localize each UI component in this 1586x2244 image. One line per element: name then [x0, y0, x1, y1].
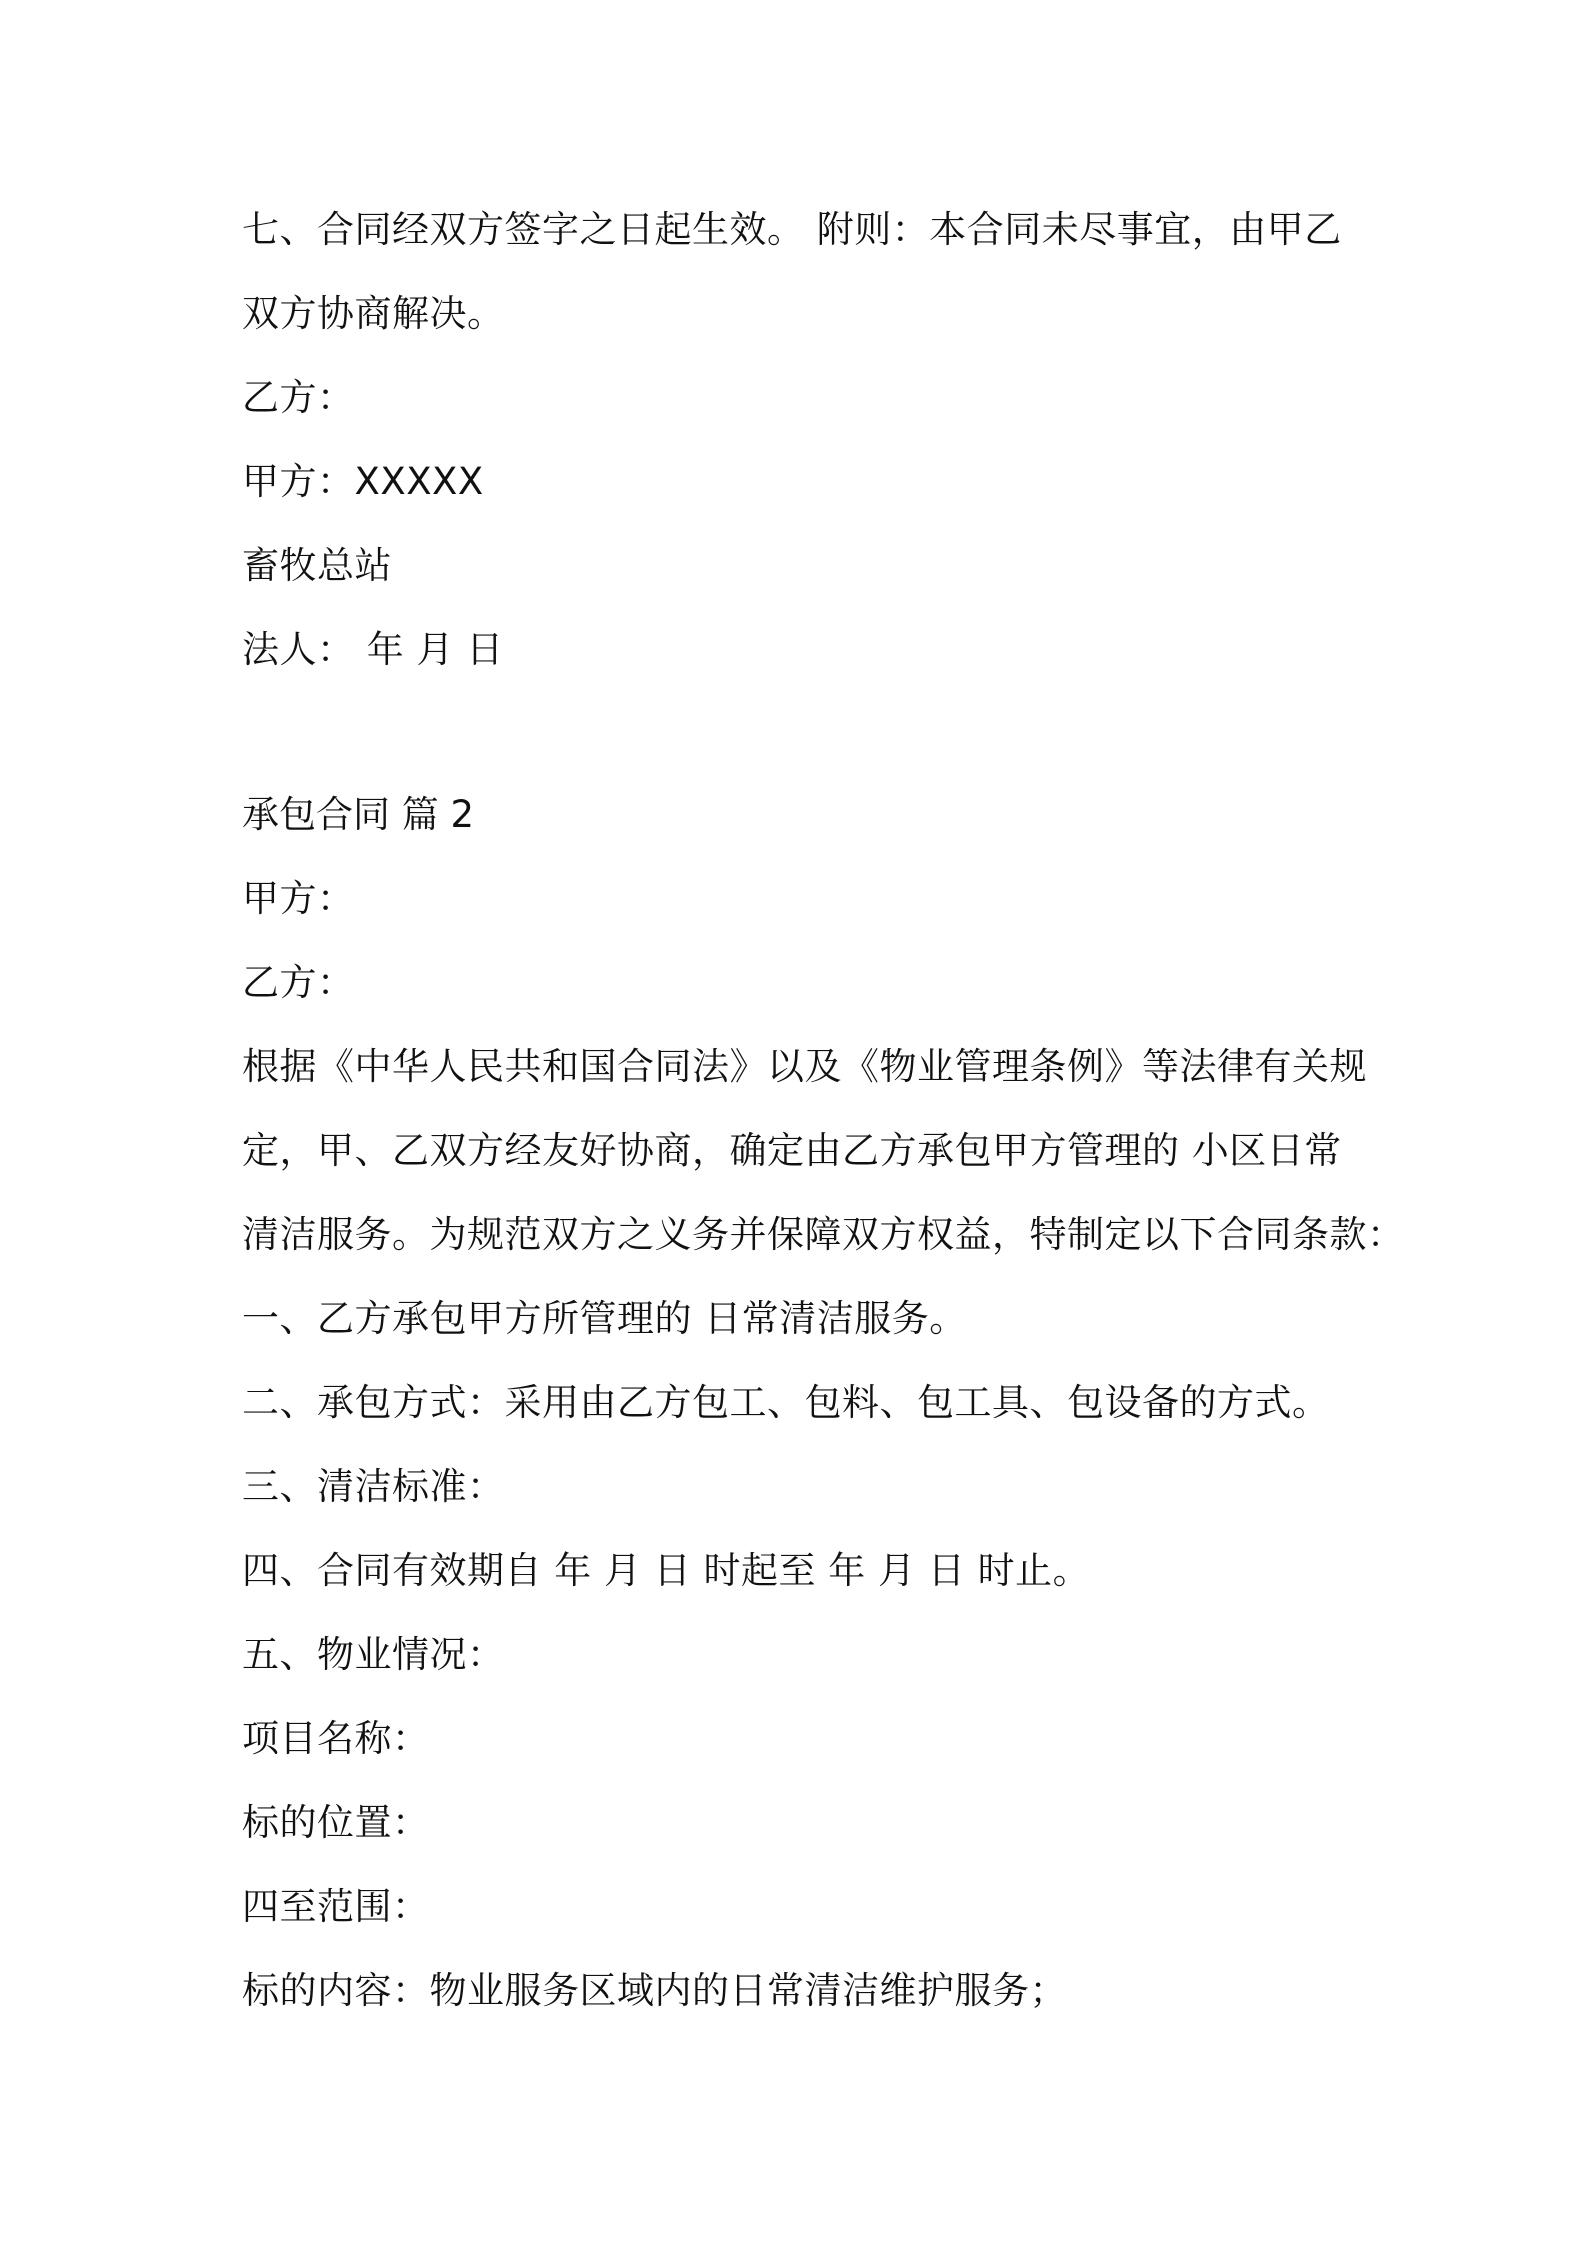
party-b-signature: 乙方： [242, 376, 355, 419]
clause-two: 二、承包方式：采用由乙方包工、包料、包工具、包设备的方式。 [242, 1381, 1330, 1424]
clause-one: 一、乙方承包甲方所管理的 日常清洁服务。 [242, 1297, 967, 1340]
party-a-organization: 畜牧总站 [242, 544, 392, 587]
boundary-range: 四至范围： [242, 1885, 430, 1928]
party-a-signature: 甲方：XXXXX [242, 460, 484, 503]
party-b-line: 乙方： [242, 961, 355, 1004]
preamble-line-3: 清洁服务。为规范双方之义务并保障双方权益，特制定以下合同条款： [242, 1213, 1405, 1256]
party-a-line: 甲方： [242, 877, 355, 920]
clause-five: 五、物业情况： [242, 1633, 505, 1676]
subject-content: 标的内容：物业服务区域内的日常清洁维护服务； [242, 1969, 1067, 2012]
contract-section-2 [242, 773, 1405, 2033]
clause-three: 三、清洁标准： [242, 1465, 505, 1508]
preamble-line-2: 定，甲、乙双方经友好协商，确定由乙方承包甲方管理的 小区日常 [242, 1129, 1342, 1172]
legal-representative-date: 法人： 年 月 日 [242, 628, 504, 671]
section-heading: 承包合同 篇 2 [242, 793, 475, 836]
subject-location: 标的位置： [242, 1801, 430, 1844]
preamble-line-1: 根据《中华人民共和国合同法》以及《物业管理条例》等法律有关规 [242, 1045, 1367, 1088]
clause-seven-line: 七、合同经双方签字之日起生效。 附则：本合同未尽事宜，由甲乙 [242, 208, 1342, 251]
clause-four: 四、合同有效期自 年 月 日 时起至 年 月 日 时止。 [242, 1549, 1091, 1592]
project-name: 项目名称： [242, 1717, 430, 1760]
clause-seven-continued: 双方协商解决。 [242, 292, 505, 335]
contract-section-1 [242, 188, 1362, 692]
